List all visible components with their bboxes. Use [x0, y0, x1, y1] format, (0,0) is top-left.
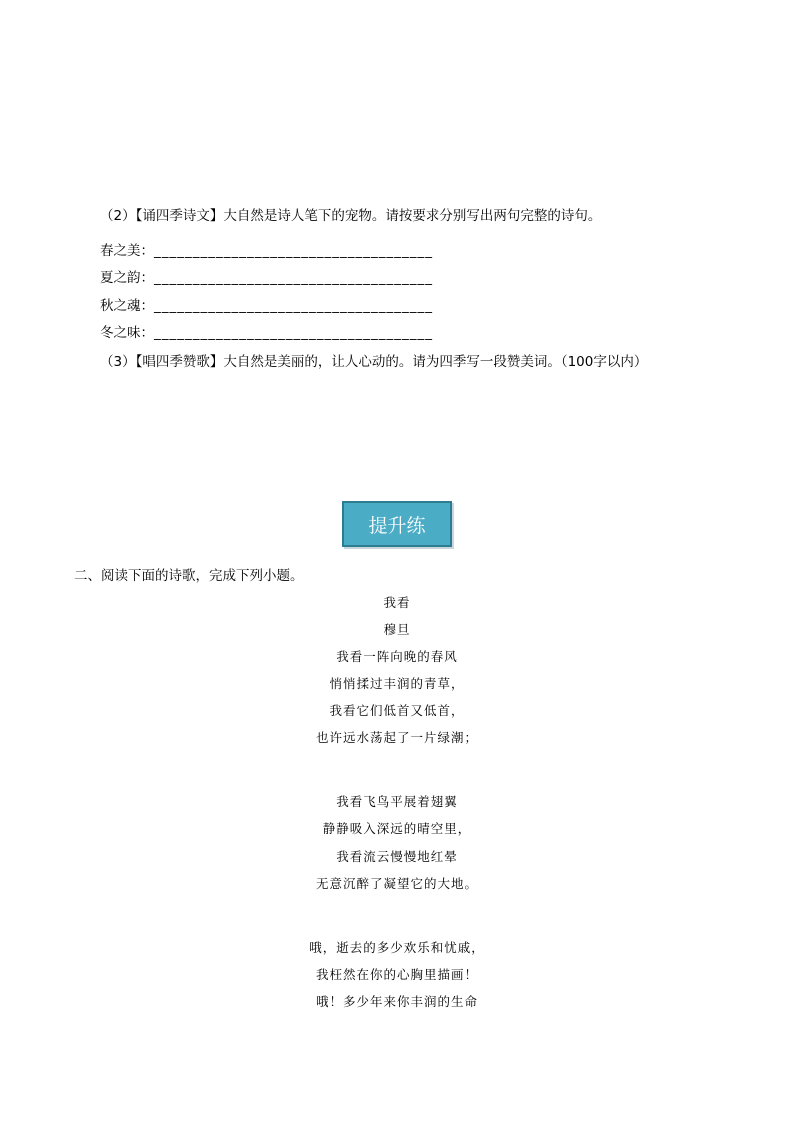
poem-line: 我看它们低首又低首，: [329, 703, 465, 718]
poem-line: 我看飞鸟平展着翅翼: [336, 794, 458, 809]
poem-line: 我枉然在你的心胸里描画！: [315, 967, 478, 982]
section-banner: [342, 501, 452, 547]
answer-blank[interactable]: ____________________________________: [154, 298, 433, 314]
answer-blank[interactable]: ____________________________________: [154, 243, 433, 259]
answer-blank[interactable]: ____________________________________: [154, 270, 433, 286]
answer-label: 冬之味：: [100, 325, 154, 341]
answer-label: 秋之魂：: [100, 298, 154, 314]
poem-line: 也许远水荡起了一片绿潮；: [315, 730, 478, 745]
poem-line: 我看一阵向晚的春风: [336, 649, 458, 664]
poem-title: 我看: [383, 595, 411, 610]
answer-blank[interactable]: ____________________________________: [154, 325, 433, 341]
question-2-prompt: （2）【诵四季诗文】大自然是诗人笔下的宠物。请按要求分别写出两句完整的诗句。: [100, 208, 602, 224]
poem-line: 哦，逝去的多少欢乐和忧戚，: [309, 940, 485, 955]
poem-line: 静静吸入深远的晴空里，: [322, 821, 472, 836]
poem-line: 哦！多少年来你丰润的生命: [315, 994, 478, 1009]
question-3-prompt: （3）【唱四季赞歌】大自然是美丽的，让人心动的。请为四季写一段赞美词。（100字以内）: [100, 354, 648, 370]
answer-row-spring: [100, 242, 433, 260]
section-2-heading: 二、阅读下面的诗歌，完成下列小题。: [74, 568, 304, 584]
poem-line: 悄悄揉过丰润的青草，: [329, 676, 465, 691]
answer-label: 春之美：: [100, 243, 154, 259]
banner-label: 提升练: [368, 514, 426, 537]
answer-row-summer: [100, 269, 433, 287]
answer-label: 夏之韵：: [100, 270, 154, 286]
poem-line: 无意沉醉了凝望它的大地。: [315, 876, 478, 891]
answer-row-winter: [100, 324, 433, 342]
poem-author: 穆旦: [383, 622, 411, 637]
poem-line: 我看流云慢慢地红晕: [336, 849, 458, 864]
answer-row-autumn: [100, 297, 433, 315]
